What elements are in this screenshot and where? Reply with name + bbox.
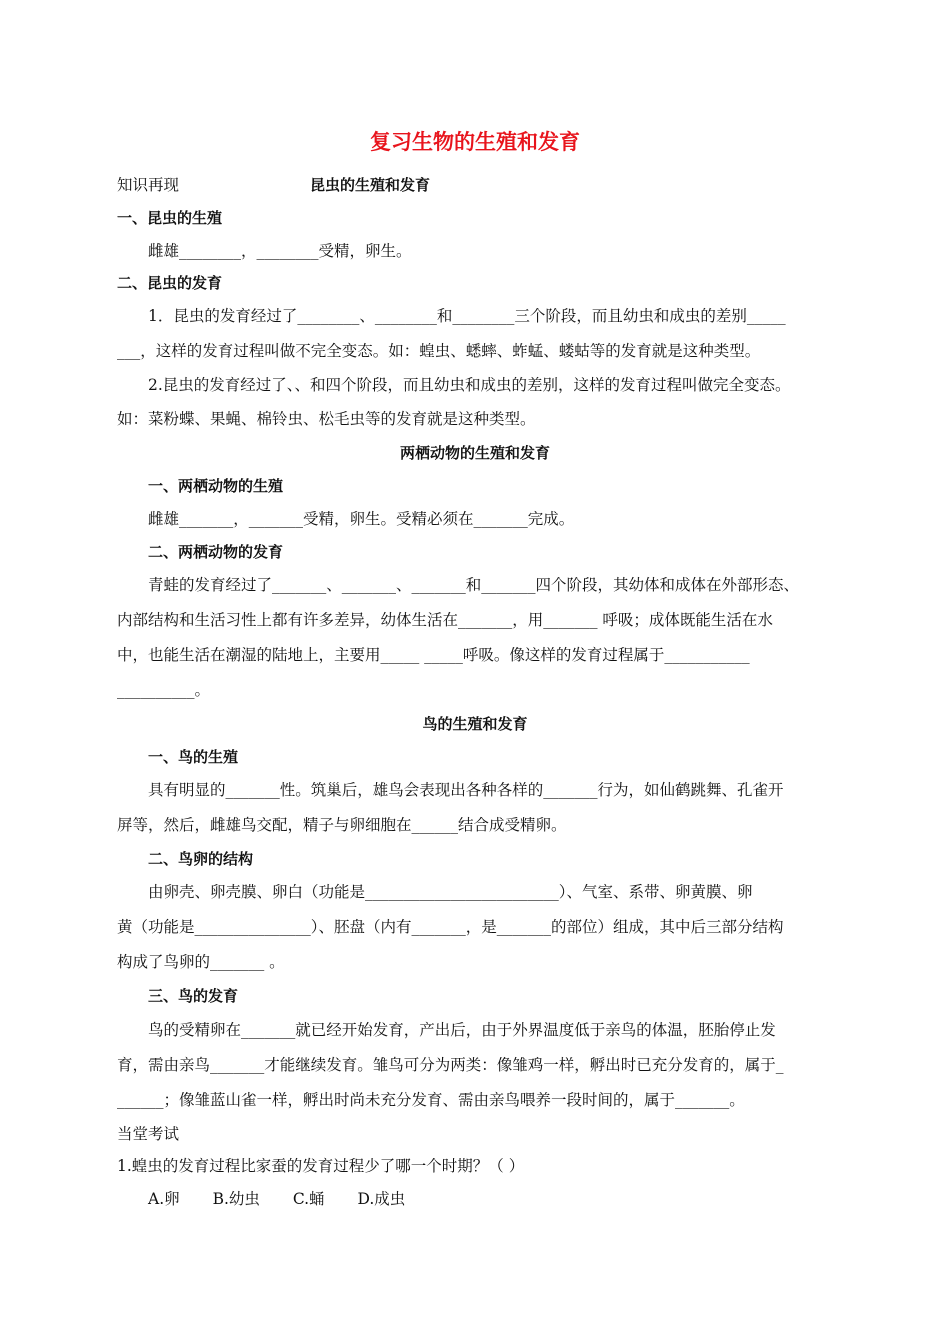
paragraph: ______；像雏蓝山雀一样，孵出时尚未充分发育、需由亲鸟喂养一段时间的，属于_______。 [117,1091,745,1109]
option-d: D.成虫 [357,1190,406,1208]
quiz-options [148,1188,868,1210]
paragraph: ___，这样的发育过程叫做不完全变态。如：蝗虫、蟋蟀、蚱蜢、蝼蛄等的发育就是这种类型。 [117,342,761,360]
heading-amphibian-reproduction: 一、两栖动物的生殖 [148,477,284,495]
heading-insect-development: 二、昆虫的发育 [117,274,223,292]
paragraph: 育，需由亲鸟_______才能继续发育。雏鸟可分为两类：像雏鸡一样，孵出时已充分发育的，属于_ [117,1056,784,1074]
option-a: A.卵 [148,1190,180,1208]
paragraph: 黄（功能是_______________）、胚盘（内有_______，是_______的部位）组成，其中后三部分结构 [117,918,784,936]
section-heading-amphibian: 两栖动物的生殖和发育 [399,444,550,462]
paragraph: 具有明显的_______性。筑巢后，雄鸟会表现出各种各样的_______行为，如仙鹤跳舞、孔雀开 [148,781,784,799]
heading-egg-structure: 二、鸟卵的结构 [148,850,254,868]
paragraph: 中，也能生活在潮湿的陆地上，主要用_____ _____呼吸。像这样的发育过程属于___________ [117,646,750,664]
paragraph: 雌雄_______，_______受精，卵生。受精必须在_______完成。 [148,510,575,528]
paragraph: 屏等，然后，雌雄鸟交配，精子与卵细胞在______结合成受精卵。 [117,816,567,834]
paragraph: 由卵壳、卵壳膜、卵白（功能是_________________________）、气室、系带、卵黄膜、卵 [148,883,753,901]
paragraph: 雌雄________，________受精，卵生。 [148,242,412,260]
paragraph: 如：菜粉蝶、果蝇、棉铃虫、松毛虫等的发育就是这种类型。 [117,410,536,428]
quiz-question: 1.蝗虫的发育过程比家蚕的发育过程少了哪一个时期？（ ） [117,1157,525,1175]
paragraph: __________。 [117,681,211,699]
paragraph: 鸟的受精卵在_______就已经开始发育，产出后，由于外界温度低于亲鸟的体温，胚胎停止发 [148,1021,776,1039]
section-heading-insect: 昆虫的生殖和发育 [310,176,431,194]
heading-bird-reproduction: 一、鸟的生殖 [148,748,239,766]
document-title: 复习生物的生殖和发育 [370,130,580,154]
quiz-heading: 当堂考试 [117,1125,180,1143]
paragraph: 2.昆虫的发育经过了、、和四个阶段，而且幼虫和成虫的差别，这样的发育过程叫做完全变态。 [148,376,791,394]
heading-insect-reproduction: 一、昆虫的生殖 [117,209,223,227]
paragraph: 1．昆虫的发育经过了________、________和________三个阶段，而且幼虫和成虫的差别_____ [148,307,786,325]
paragraph: 内部结构和生活习性上都有许多差异，幼体生活在_______，用_______ 呼吸；成体既能生活在水 [117,611,773,629]
heading-bird-development: 三、鸟的发育 [148,987,239,1005]
option-c: C.蛹 [292,1190,325,1208]
intro-label: 知识再现 [117,176,180,194]
paragraph: 构成了鸟卵的_______ 。 [117,953,285,971]
section-heading-bird: 鸟的生殖和发育 [422,715,528,733]
option-b: B.幼虫 [212,1190,260,1208]
paragraph: 青蛙的发育经过了_______、_______、_______和_______四个阶段，其幼体和成体在外部形态、 [148,576,800,594]
heading-amphibian-development: 二、两栖动物的发育 [148,543,284,561]
